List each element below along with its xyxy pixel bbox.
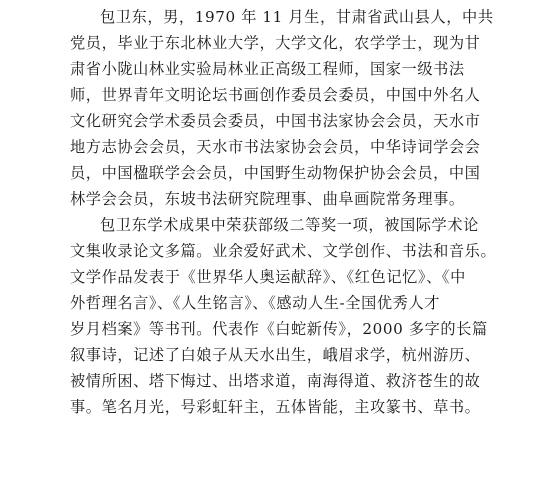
paragraph-achievements: [70, 212, 508, 420]
text-line: 包卫东学术成果中荣获部级二等奖一项，被国际学术论: [100, 216, 479, 234]
text-line: 师，世界青年文明论坛书画创作委员会委员，中国中外名人: [70, 86, 481, 104]
text-line: 林学会会员，东坡书法研究院理事、曲阜画院常务理事。: [70, 190, 465, 208]
text-line: 文化研究会学术委员会委员，中国书法家协会会员，天水市: [70, 112, 481, 130]
text-line: 事。笔名月光，号彩虹轩主，五体皆能，主攻篆书、草书。: [70, 398, 481, 416]
text-line: 包卫东，男，1970 年 11 月生，甘肃省武山县人，中共: [100, 8, 494, 26]
text-line: 岁月档案》等书刊。代表作《白蛇新传》，2000 多字的长篇: [70, 320, 488, 338]
text-line: 被情所困、塔下悔过、出塔求道，南海得道、救济苍生的故: [70, 372, 481, 390]
text-line: 党员，毕业于东北林业大学，大学文化，农学学士，现为甘: [70, 34, 481, 52]
text-line: 文集收录论文多篇。业余爱好武术、文学创作、书法和音乐。: [70, 242, 497, 260]
text-line: 员，中国楹联学会会员，中国野生动物保护协会会员，中国: [70, 164, 481, 182]
text-line: 叙事诗，记述了白娘子从天水出生，峨眉求学，杭州游历、: [70, 346, 481, 364]
paragraph-biography: [70, 4, 508, 212]
text-line: 文学作品发表于《世界华人奥运献辞》、《红色记忆》、《中: [70, 268, 466, 286]
text-line: 肃省小陇山林业实验局林业正高级工程师，国家一级书法: [70, 60, 465, 78]
text-line: 地方志协会会员，天水市书法家协会会员，中华诗词学会会: [70, 138, 481, 156]
text-line: 外哲理名言》、《人生铭言》、《感动人生-全国优秀人才: [70, 294, 441, 312]
